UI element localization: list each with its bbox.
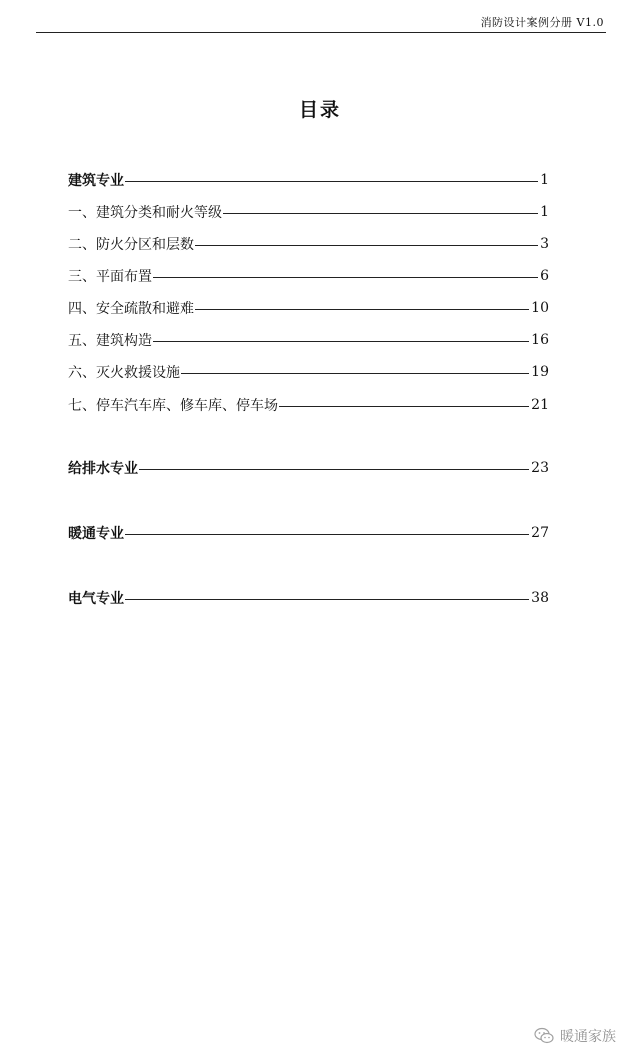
toc-entry-electrical[interactable]	[68, 588, 549, 608]
toc-title: 目录	[298, 99, 341, 121]
toc-entry-plumbing[interactable]	[68, 458, 549, 478]
toc-entry-page: 3	[540, 236, 549, 252]
toc-entry-page: 16	[531, 332, 549, 348]
wechat-icon	[534, 1027, 554, 1045]
toc-leader-line	[153, 277, 538, 278]
page-header	[36, 10, 606, 33]
toc-entry-architecture[interactable]	[68, 170, 549, 190]
toc-leader-line	[223, 213, 538, 214]
toc-entry-garages[interactable]	[68, 395, 549, 415]
toc-entry-building-classification[interactable]	[68, 202, 549, 222]
toc-entry-label: 六、灭火救援设施	[68, 365, 180, 381]
toc-leader-line	[181, 373, 529, 374]
toc-entry-label: 给排水专业	[68, 461, 138, 477]
toc-entry-fire-compartments[interactable]	[68, 234, 549, 254]
toc-leader-line	[125, 534, 529, 535]
toc-leader-line	[125, 599, 529, 600]
toc-leader-line	[153, 341, 529, 342]
toc-entry-page: 6	[540, 268, 549, 284]
toc-entry-label: 一、建筑分类和耐火等级	[68, 205, 222, 221]
toc-entry-label: 建筑专业	[68, 173, 124, 189]
toc-leader-line	[279, 406, 529, 407]
toc-entry-construction[interactable]	[68, 330, 549, 350]
toc-leader-line	[125, 181, 538, 182]
toc-entry-label: 暖通专业	[68, 526, 124, 542]
toc-entry-label: 五、建筑构造	[68, 333, 152, 349]
toc-entry-hvac[interactable]	[68, 523, 549, 543]
toc-entry-label: 三、平面布置	[68, 269, 152, 285]
toc-entry-label: 四、安全疏散和避难	[68, 301, 194, 317]
toc-leader-line	[195, 309, 529, 310]
watermark-text: 暖通家族	[560, 1029, 616, 1045]
toc-entry-label: 二、防火分区和层数	[68, 237, 194, 253]
toc-entry-evacuation[interactable]	[68, 298, 549, 318]
watermark	[534, 1026, 616, 1046]
toc-entry-page: 27	[531, 525, 549, 541]
toc-leader-line	[139, 469, 529, 470]
toc-entry-page: 19	[531, 364, 549, 380]
toc-entry-rescue-facilities[interactable]	[68, 362, 549, 382]
toc-entry-page: 38	[531, 590, 549, 606]
toc-leader-line	[195, 245, 538, 246]
toc-entry-page: 1	[540, 172, 549, 188]
toc-entry-page: 1	[540, 204, 549, 220]
toc-entry-page: 10	[531, 300, 549, 316]
toc-entry-label: 七、停车汽车库、修车库、停车场	[68, 398, 278, 414]
toc-entry-floor-layout[interactable]	[68, 266, 549, 286]
header-title: 消防设计案例分册 V1.0	[480, 16, 604, 29]
toc-entry-page: 23	[531, 460, 549, 476]
toc-entry-page: 21	[531, 397, 549, 413]
toc-entry-label: 电气专业	[68, 591, 124, 607]
